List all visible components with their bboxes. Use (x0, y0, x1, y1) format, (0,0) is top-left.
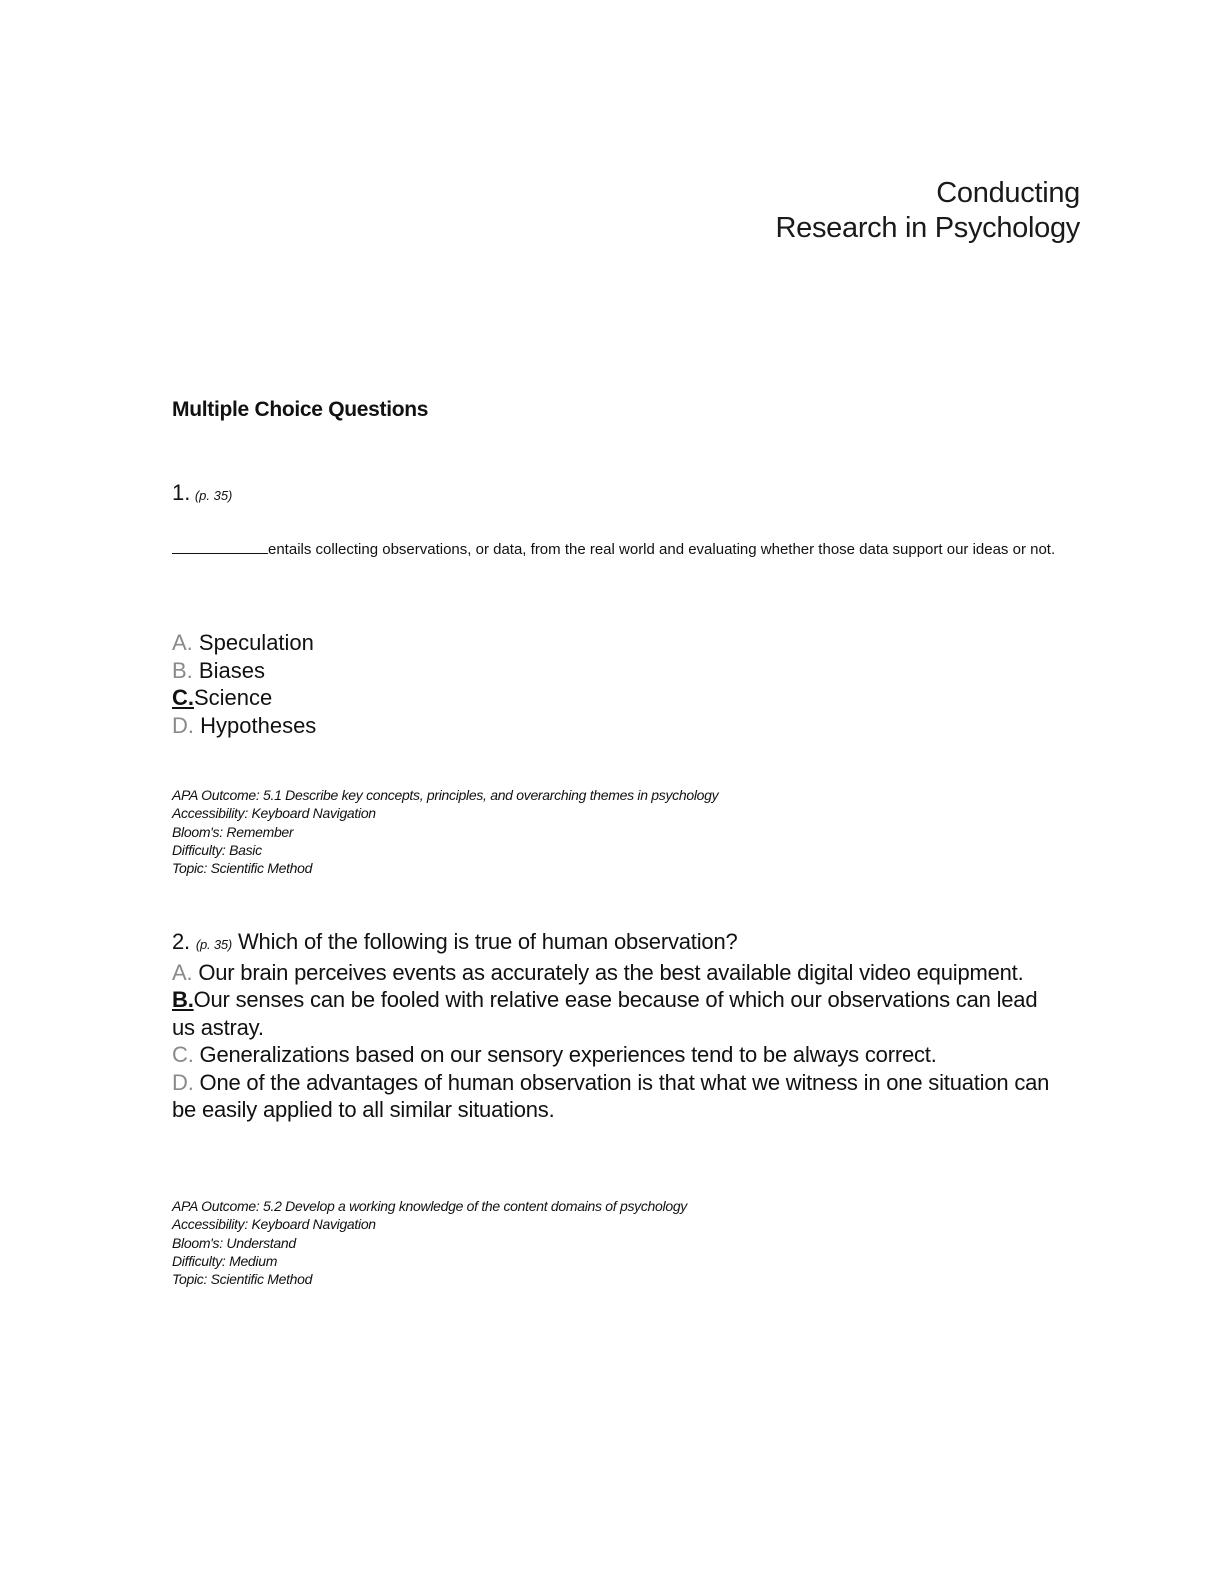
choice-text: Our senses can be fooled with relative ease because of which our observations can lead us astray. (172, 987, 1038, 1040)
choice-1c-correct[interactable] (172, 684, 316, 712)
meta-apa-outcome: APA Outcome: 5.2 Develop a working knowledge of the content domains of psychology (172, 1198, 688, 1214)
choice-2c[interactable] (172, 1041, 1062, 1069)
correct-choice-letter: C. (172, 685, 194, 710)
title-line-1: Conducting (936, 177, 1080, 209)
question-1-metadata (172, 786, 718, 877)
question-2-header (172, 928, 1062, 959)
meta-blooms: Bloom's: Remember (172, 823, 294, 840)
question-1-stem-text: entails collecting observations, or data, from the real world and evaluating whether those data support our ideas or not. (268, 541, 1056, 558)
choice-text: Biases (198, 657, 265, 683)
question-1-number: 1. (172, 480, 191, 505)
question-1-page-ref: (p. 35) (194, 488, 233, 503)
choice-2d[interactable] (172, 1069, 1062, 1124)
choice-letter: C. (172, 1042, 194, 1067)
choice-letter: A. (172, 959, 193, 985)
meta-topic: Topic: Scientific Method (172, 1271, 313, 1288)
correct-choice-letter: B. (172, 987, 194, 1012)
question-1-stem (172, 539, 1072, 560)
choice-letter: A. (172, 630, 193, 655)
choice-text: Our brain perceives events as accurately as the best available digital video equipment. (198, 959, 1024, 985)
choice-letter: D. (172, 712, 194, 738)
question-1-choices (172, 629, 316, 739)
meta-blooms: Bloom's: Understand (172, 1234, 296, 1251)
question-1-header (172, 480, 232, 506)
question-2-number: 2. (172, 929, 190, 954)
title-line-2: Research in Psychology (775, 212, 1080, 244)
question-2 (172, 928, 1062, 1124)
meta-difficulty: Difficulty: Basic (172, 841, 262, 858)
choice-1b[interactable] (172, 657, 316, 685)
choice-2a[interactable] (172, 959, 1062, 987)
choice-letter: D. (172, 1069, 194, 1095)
choice-text: Science (194, 685, 273, 710)
choice-letter: B. (172, 657, 193, 683)
choice-2b-correct[interactable] (172, 986, 1062, 1041)
choice-text: One of the advantages of human observation is that what we witness in one situation can be easily applied to all similar situations. (172, 1069, 1050, 1122)
meta-topic: Topic: Scientific Method (172, 860, 313, 877)
choice-1d[interactable] (172, 712, 316, 740)
meta-accessibility: Accessibility: Keyboard Navigation (172, 805, 376, 822)
question-2-page-ref: (p. 35) (195, 937, 233, 952)
section-heading: Multiple Choice Questions (172, 398, 429, 421)
choice-text: Hypotheses (200, 712, 317, 738)
choice-text: Speculation (198, 630, 314, 655)
choice-1a[interactable] (172, 629, 316, 657)
document-title (776, 176, 1081, 246)
meta-apa-outcome: APA Outcome: 5.1 Describe key concepts, principles, and overarching themes in psychology (172, 787, 719, 803)
meta-accessibility: Accessibility: Keyboard Navigation (172, 1216, 376, 1233)
question-2-stem: Which of the following is true of human observation? (237, 929, 738, 954)
choice-text: Generalizations based on our sensory experiences tend to be always correct. (199, 1042, 937, 1067)
fill-in-blank (172, 539, 268, 554)
question-2-metadata (172, 1197, 687, 1288)
meta-difficulty: Difficulty: Medium (172, 1252, 278, 1269)
